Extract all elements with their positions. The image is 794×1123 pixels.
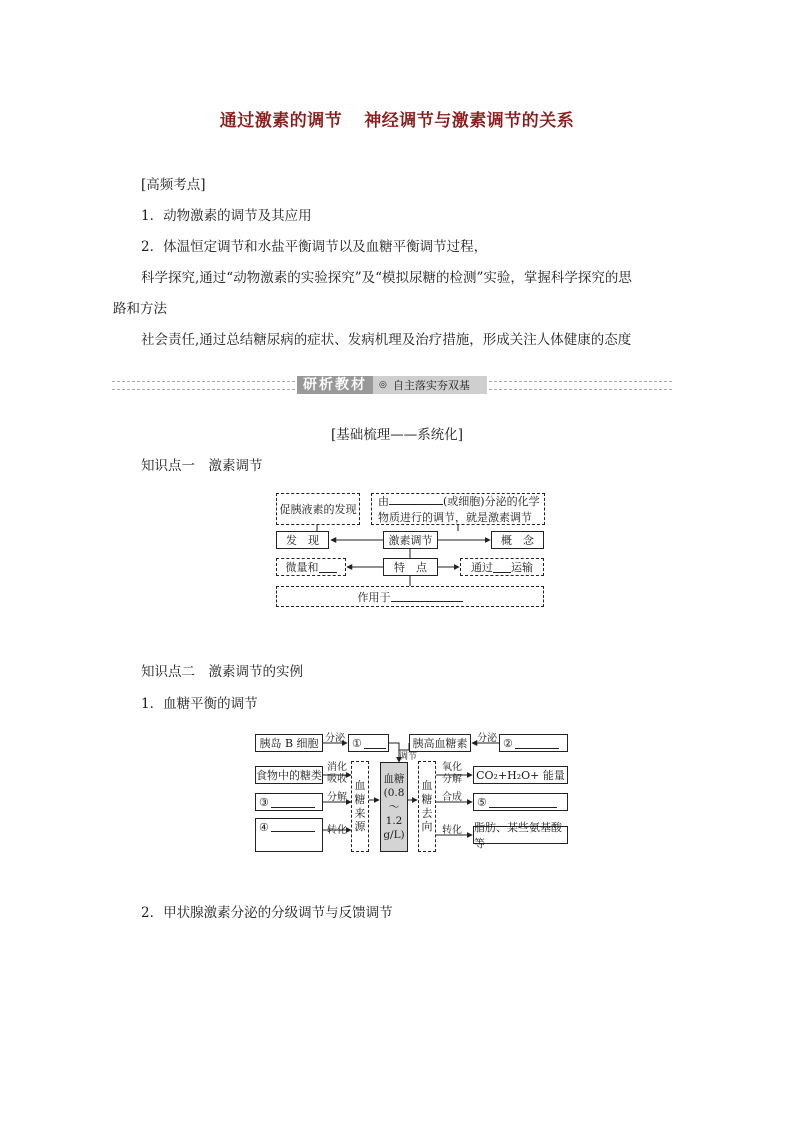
blank-2-line <box>515 738 559 749</box>
blank-5-line <box>489 797 557 808</box>
glucagon-box: 胰高血糖素 <box>409 734 471 752</box>
feature-box: 特 点 <box>383 558 438 576</box>
digest-absorb-label: 消化 吸收 <box>327 762 347 785</box>
blank-3-box: ③ <box>255 793 323 811</box>
key-points-heading: [高频考点] <box>141 177 206 193</box>
discovery-top-box: 促胰液素的发现 <box>276 493 360 525</box>
energy-box: CO₂+H₂O+ 能量 <box>473 766 568 784</box>
concept-box: 概 念 <box>491 531 544 549</box>
blank-1-line <box>364 738 386 749</box>
social-responsibility: 社会责任,通过总结糖尿病的症状、发病机理及治疗措施，形成关注人体健康的态度 <box>141 332 632 348</box>
thyroid-regulation-heading: 2．甲状腺激素分泌的分级调节与反馈调节 <box>141 905 393 921</box>
knowledge-point-2-heading: 知识点二 激素调节的实例 <box>141 664 303 680</box>
banner-dot-icon: ◎ <box>379 380 387 390</box>
convert-label-1: 转化 <box>327 825 347 836</box>
banner-label: 研析教材 <box>297 376 373 394</box>
beta-cell-box: 胰岛 B 细胞 <box>255 734 323 752</box>
target-box: 作用于 <box>276 586 544 607</box>
transport-box: 通过 运输 <box>460 558 544 576</box>
secrete-label-1: 分泌 <box>325 733 345 744</box>
blank-4-box: ④ <box>255 818 323 852</box>
banner-subtitle: 自主落实夯双基 <box>392 379 470 392</box>
blank-2-box: ② <box>499 734 568 752</box>
convert-label-2: 转化 <box>442 825 462 836</box>
title-part-1: 通过激素的调节 <box>219 111 343 131</box>
section-title: [基础梳理——系统化] <box>330 427 464 443</box>
hormone-regulation-box: 激素调节 <box>383 531 438 549</box>
title-part-2: 神经调节与激素调节的关系 <box>364 111 575 131</box>
discovery-box: 发 现 <box>276 531 329 549</box>
glucose-destination-box: 血 糖 去 向 <box>418 761 436 852</box>
key-point-2: 2．体温恒定调节和水盐平衡调节以及血糖平衡调节过程， <box>141 239 488 255</box>
synthesis-label: 合成 <box>442 792 462 803</box>
science-inquiry-line-1: 科学探究,通过“动物激素的实验探究”及“模拟尿糖的检测”实验，掌握科学探究的思 <box>141 270 632 286</box>
fat-amino-box: 脂肪、某些氨基酸等 <box>473 826 568 844</box>
regulate-label: 调节 <box>399 752 418 762</box>
concept-definition-box: 由 (或细胞)分泌的化学 物质进行的调节，就是激素调节 <box>371 493 545 525</box>
blank-1-box: ① <box>348 734 389 752</box>
food-sugar-box: 食物中的糖类 <box>255 766 323 784</box>
glucose-source-box: 血 糖 来 源 <box>351 761 369 852</box>
secrete-label-2: 分泌 <box>477 733 497 744</box>
oxidize-decompose-label: 氧化 分解 <box>442 762 462 785</box>
key-point-1: 1．动物激素的调节及其应用 <box>141 208 312 224</box>
decompose-label: 分解 <box>327 792 347 803</box>
trace-efficient-box: 微量和 <box>276 558 346 576</box>
blood-glucose-center-box: 血糖 (0.8 ～ 1.2 g/L) <box>380 762 408 852</box>
blood-glucose-heading: 1．血糖平衡的调节 <box>141 696 258 712</box>
blank-4-line <box>271 821 315 832</box>
blank-5-box: ⑤ <box>473 793 568 811</box>
blank-3-line <box>271 797 315 808</box>
knowledge-point-1-heading: 知识点一 激素调节 <box>141 458 263 474</box>
science-inquiry-line-2: 路和方法 <box>113 301 167 317</box>
